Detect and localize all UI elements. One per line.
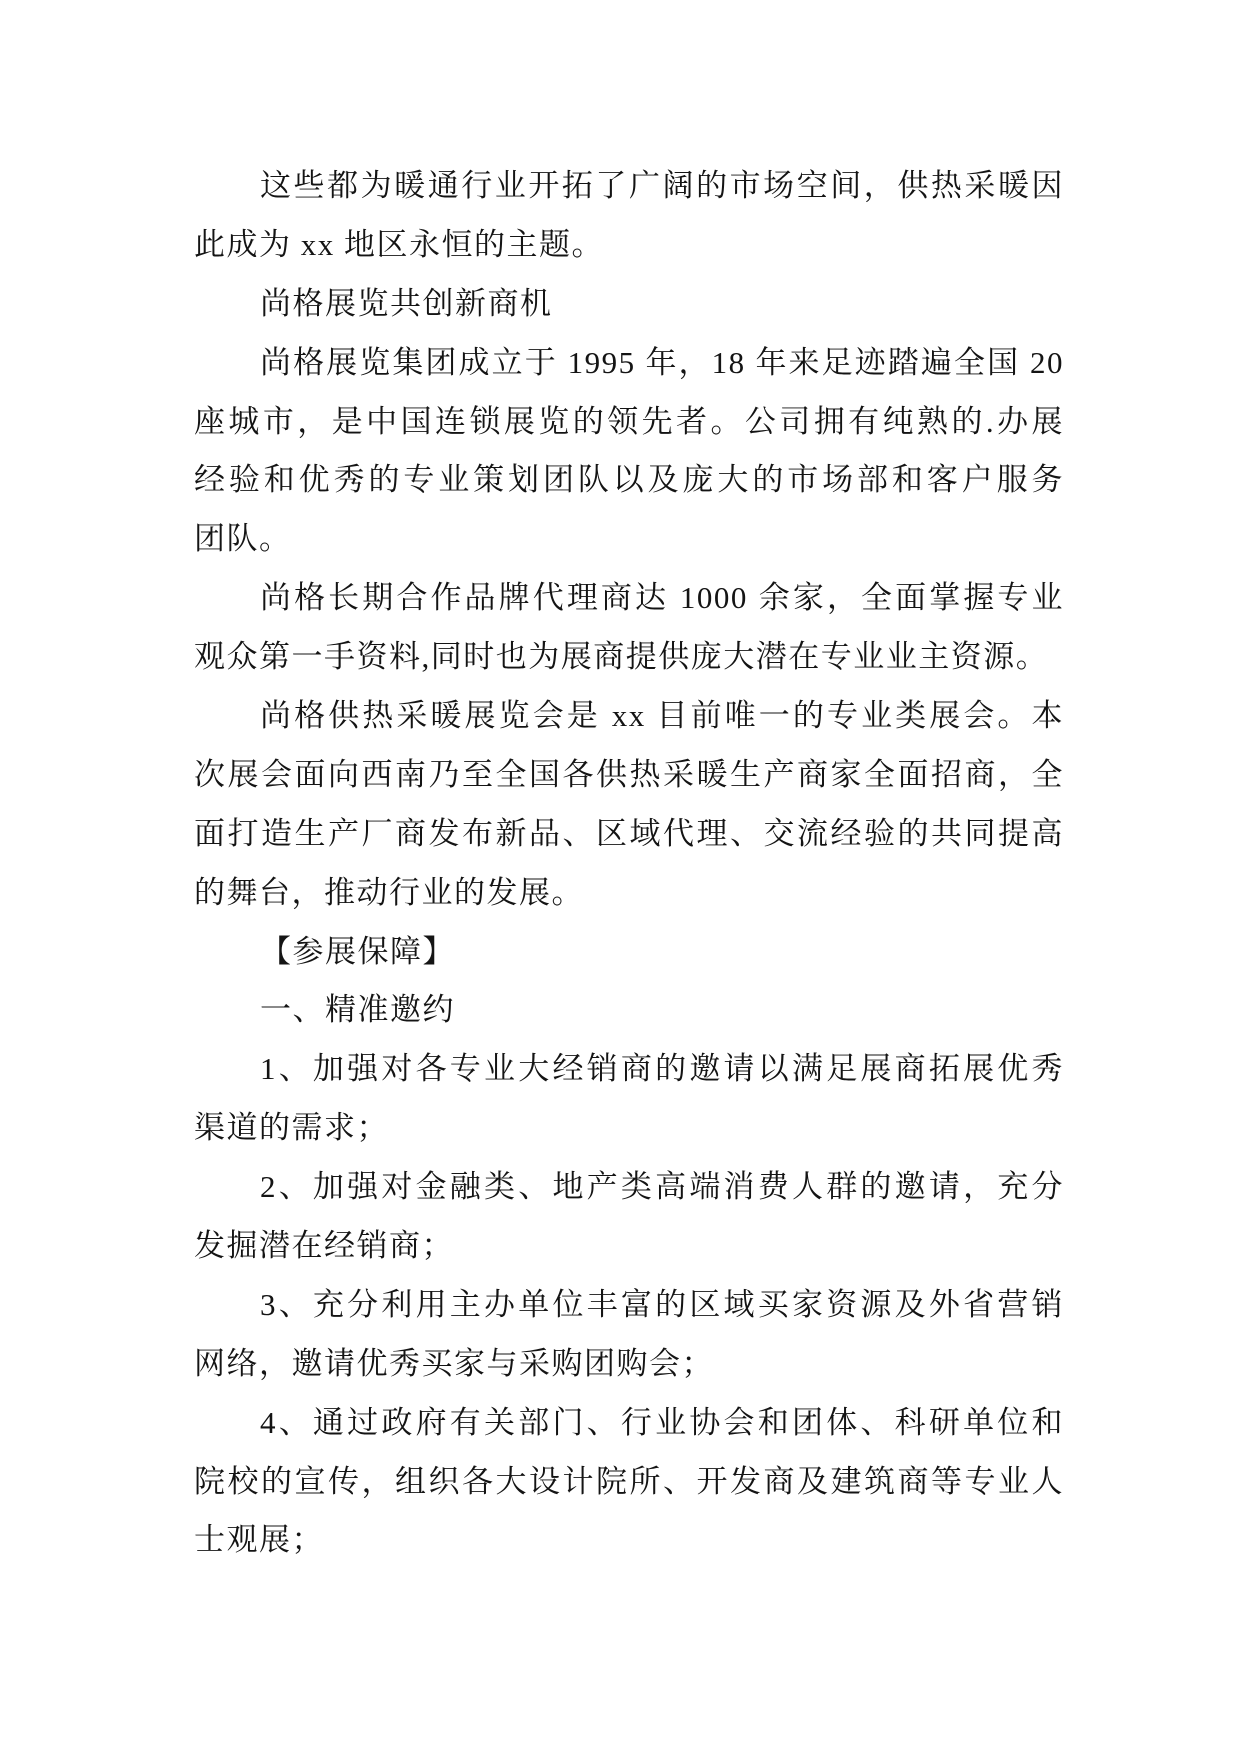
list-item	[194, 1040, 1064, 1158]
text-line: 2、加强对金融类、地产类高端消费人群的邀请，充分	[260, 1169, 1064, 1205]
document-body	[194, 157, 1064, 1570]
text-line: 经验和优秀的专业策划团队以及庞大的市场部和客户服务	[194, 462, 1064, 498]
paragraph	[194, 334, 1064, 570]
text-line: 尚格展览集团成立于 1995 年，18 年来足迹踏遍全国 20	[260, 344, 1064, 380]
text-line: 观众第一手资料,同时也为展商提供庞大潜在专业业主资源。	[194, 639, 1049, 675]
text-line: 院校的宣传，组织各大设计院所、开发商及建筑商等专业人	[194, 1463, 1064, 1499]
text-line: 士观展；	[194, 1522, 324, 1558]
paragraph	[194, 687, 1064, 923]
text-line: 的舞台，推动行业的发展。	[194, 874, 584, 910]
list-item	[194, 1276, 1064, 1394]
text-line: 发掘潜在经销商；	[194, 1228, 454, 1264]
text-line: 尚格长期合作品牌代理商达 1000 余家，全面掌握专业	[260, 580, 1064, 616]
text-line: 3、充分利用主办单位丰富的区域买家资源及外省营销	[260, 1286, 1064, 1322]
text-line: 面打造生产厂商发布新品、区域代理、交流经验的共同提高	[194, 815, 1064, 851]
list-item	[194, 1394, 1064, 1571]
text-line: 4、通过政府有关部门、行业协会和团体、科研单位和	[260, 1404, 1064, 1440]
text-line: 座城市，是中国连锁展览的领先者。公司拥有纯熟的.办展	[194, 403, 1064, 439]
text-line: 尚格展览共创新商机	[260, 285, 553, 321]
text-line: 【参展保障】	[260, 933, 455, 969]
text-line: 此成为 xx 地区永恒的主题。	[194, 226, 604, 262]
text-line: 渠道的需求；	[194, 1110, 389, 1146]
section-heading	[194, 923, 1064, 982]
text-line: 1、加强对各专业大经销商的邀请以满足展商拓展优秀	[260, 1051, 1064, 1087]
text-line: 次展会面向西南乃至全国各供热采暖生产商家全面招商，全	[194, 756, 1064, 792]
text-line: 网络，邀请优秀买家与采购团购会；	[194, 1345, 714, 1381]
text-line: 尚格供热采暖展览会是 xx 目前唯一的专业类展会。本	[260, 698, 1064, 734]
paragraph	[194, 569, 1064, 687]
section-heading	[194, 275, 1064, 334]
text-line: 一、精准邀约	[260, 992, 455, 1028]
text-line: 这些都为暖通行业开拓了广阔的市场空间，供热采暖因	[260, 168, 1064, 203]
subsection-heading	[194, 981, 1064, 1040]
text-line: 团队。	[194, 521, 292, 557]
list-item	[194, 1158, 1064, 1276]
paragraph	[194, 157, 1064, 275]
